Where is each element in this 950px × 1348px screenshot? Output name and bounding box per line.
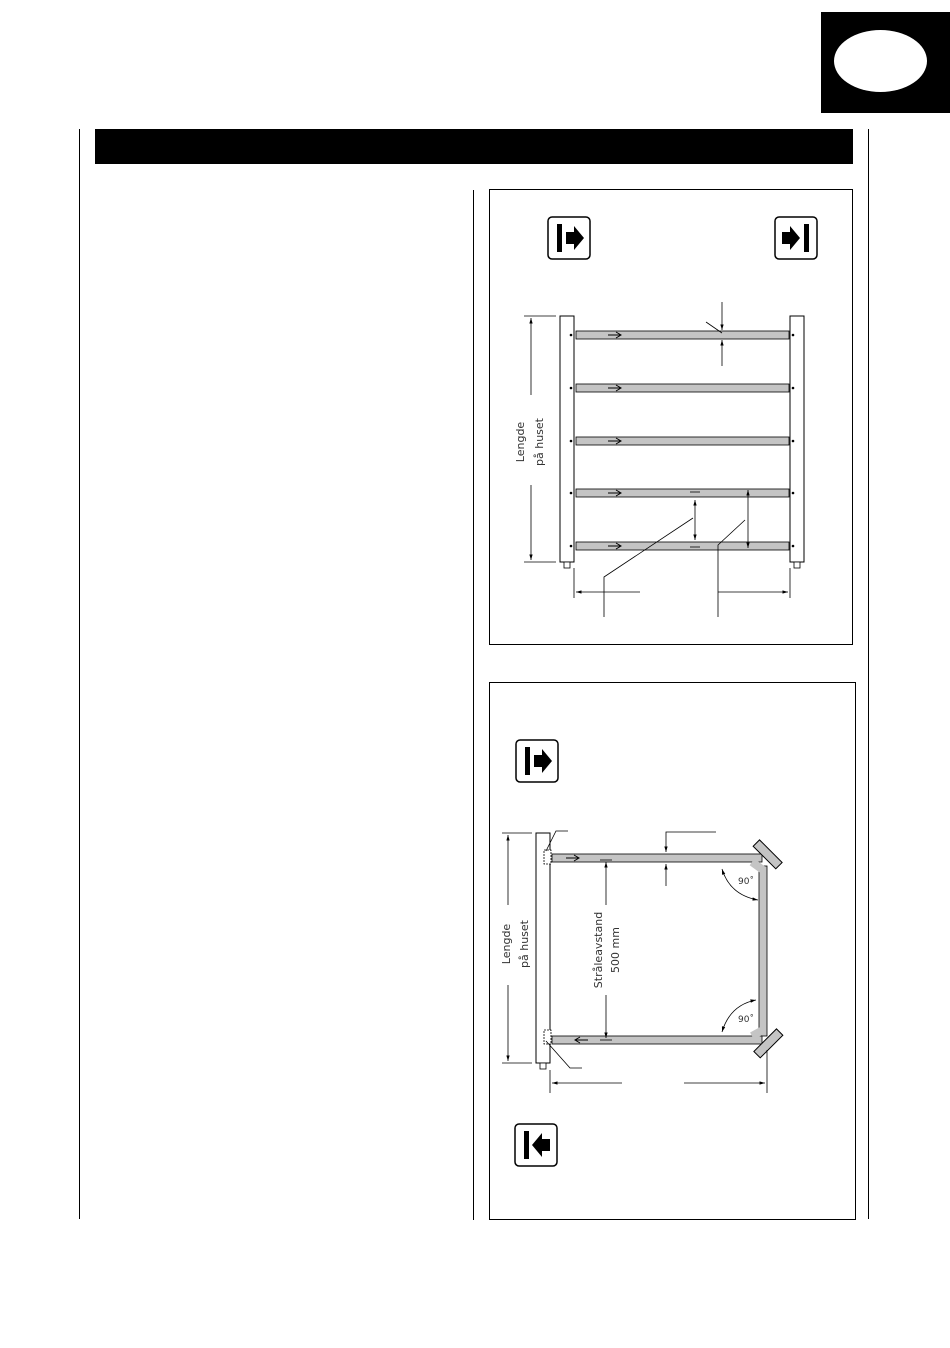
fig2-length-label-2: på huset: [518, 920, 531, 968]
fig2-beam-path: [552, 854, 767, 1044]
fig2-spacing-label-2: 500 mm: [609, 927, 622, 973]
fig2-angle-top: 90˚: [738, 877, 754, 887]
fig2-spacing-label-1: Stråleavstand: [592, 911, 605, 989]
fig1-length-label-1: Lengde: [514, 421, 527, 463]
start-marker-arrow-icon: [516, 740, 558, 782]
fig1-length-label-2: på huset: [533, 418, 546, 466]
fig2-post: [536, 833, 550, 1063]
return-marker-arrow-icon: [515, 1124, 557, 1166]
fig2-length-label-1: Lengde: [500, 923, 513, 965]
fig2-angle-bottom: 90˚: [738, 1015, 754, 1025]
